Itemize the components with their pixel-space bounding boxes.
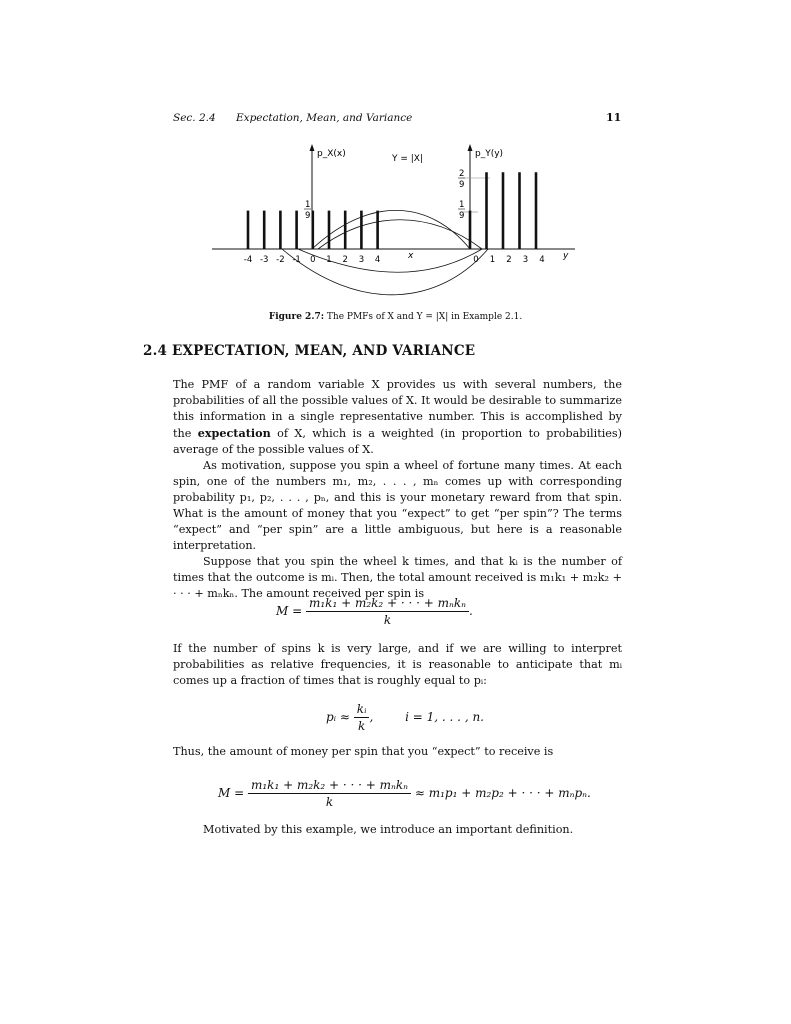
eq3-lhs: M = <box>218 786 245 800</box>
eq2-denominator: k <box>358 719 366 733</box>
header-title: Expectation, Mean, and Variance <box>236 112 413 124</box>
eq2-lhs: pᵢ ≈ <box>326 710 350 724</box>
mapping-label: Y = |X| <box>392 154 423 164</box>
paragraph-4: If the number of spins k is very large, and if we are willing to interpret probabilities as relative frequencies, it is reasonable to anticipate that mᵢ comes up a fraction of times that is roughly equal to pᵢ: <box>173 642 622 687</box>
x-tick--1: -1 <box>292 255 301 265</box>
figure-caption-text: The PMFs of X and Y = |X| in Example 2.1. <box>326 312 523 322</box>
x-tick--2: -2 <box>276 255 285 265</box>
y-tick-2: 2 <box>506 255 512 265</box>
y-tick-0: 0 <box>473 255 479 265</box>
p1-end: of X, which is a weighted (in proportion to probabilities) average of the possible values of X. <box>173 427 622 456</box>
one-ninth-num-left: 1 <box>305 200 311 210</box>
page-number: 11 <box>606 111 622 124</box>
paragraph-6-text: Motivated by this example, we introduce an important definition. <box>203 823 574 836</box>
eq3-denominator: k <box>325 795 334 809</box>
one-ninth-den-right: 9 <box>459 211 465 221</box>
py-axis-arrow <box>468 144 473 151</box>
two-ninths-den: 9 <box>459 180 465 190</box>
eq1-denominator: k <box>383 613 392 627</box>
one-ninth-den-left: 9 <box>305 211 311 221</box>
paragraph-1 <box>173 377 622 602</box>
x-tick-0: 0 <box>310 255 316 265</box>
eq2-fraction <box>354 702 370 733</box>
eq2-range: i = 1, . . . , n. <box>405 710 484 724</box>
py-axis-label: p_Y(y) <box>475 149 504 159</box>
eq1-fraction <box>306 596 469 627</box>
x-axis-name: x <box>408 251 414 261</box>
paragraph-6 <box>173 822 622 838</box>
p1-text: The PMF of a random variable X provides us with several numbers, the probabilities of all the possible values of X. It would be desirable to summarize this information in a single representative number. This is accomplished by the <box>173 378 622 440</box>
two-ninths-num: 2 <box>459 169 465 179</box>
y-tick-labels <box>473 255 544 265</box>
eq3-rhs: ≈ m₁p₁ + m₂p₂ + · · · + mₙpₙ. <box>414 786 591 800</box>
paragraph-5: Thus, the amount of money per spin that you “expect” to receive is <box>173 745 554 758</box>
figure-caption-label: Figure 2.7: <box>268 312 325 322</box>
eq3-numerator: m₁k₁ + m₂k₂ + · · · + mₙkₙ <box>248 778 411 794</box>
x-tick-1: 1 <box>326 255 332 265</box>
py-bars <box>470 172 536 249</box>
header-section: Sec. 2.4 <box>173 112 216 124</box>
y-tick-4: 4 <box>539 255 545 265</box>
y-axis-name: y <box>563 251 569 261</box>
px-axis-arrow <box>310 144 315 151</box>
pmf-figure <box>200 140 580 300</box>
paragraph-2: As motivation, suppose you spin a wheel of fortune many times. At each spin, one of the numbers m₁, m₂, . . . , mₙ comes up with corresponding probability p₁, p₂, . . . , pₙ, and this is your monetary reward from that spin. What is the amount of money that you “expect” to get “per spin”? The terms “expect” and “per spin” are a little ambiguous, but here is a reasonable interpretation. <box>173 459 622 552</box>
eq1-end: . <box>469 604 473 618</box>
y-tick-1: 1 <box>489 255 496 265</box>
equation-3 <box>218 778 591 809</box>
x-tick-labels <box>244 255 381 265</box>
one-ninth-label-right <box>458 200 465 221</box>
one-ninth-num-right: 1 <box>459 200 465 210</box>
equation-1 <box>276 596 473 627</box>
paragraph-3: Suppose that you spin the wheel k times, and that kᵢ is the number of times that the outcome is mᵢ. Then, the total amount received is m₁k₁ + m₂k₂ + · · · + mₙkₙ. The amount received per spin is <box>173 555 622 600</box>
p1-bold-term: expectation <box>197 426 271 440</box>
x-tick-4: 4 <box>374 255 381 265</box>
figure-caption <box>0 312 791 322</box>
one-ninth-label-left <box>304 200 311 221</box>
equation-2 <box>326 702 484 733</box>
x-tick-3: 3 <box>358 255 365 265</box>
x-tick-2: 2 <box>342 255 348 265</box>
eq2-numerator: kᵢ <box>354 702 370 718</box>
eq2-comma: , <box>369 710 374 724</box>
eq3-fraction <box>248 778 411 809</box>
eq1-numerator: m₁k₁ + m₂k₂ + · · · + mₙkₙ <box>306 596 469 612</box>
x-tick--3: -3 <box>259 255 269 265</box>
arc-zero <box>312 210 470 249</box>
eq1-lhs: M = <box>276 604 303 618</box>
px-bars <box>248 211 378 249</box>
px-axis-label: p_X(x) <box>317 149 346 159</box>
section-heading: 2.4 EXPECTATION, MEAN, AND VARIANCE <box>143 343 476 359</box>
x-tick--4: -4 <box>243 255 253 265</box>
y-tick-3: 3 <box>522 255 529 265</box>
two-ninths-label <box>458 169 465 190</box>
arc-pos-1 <box>318 220 482 249</box>
